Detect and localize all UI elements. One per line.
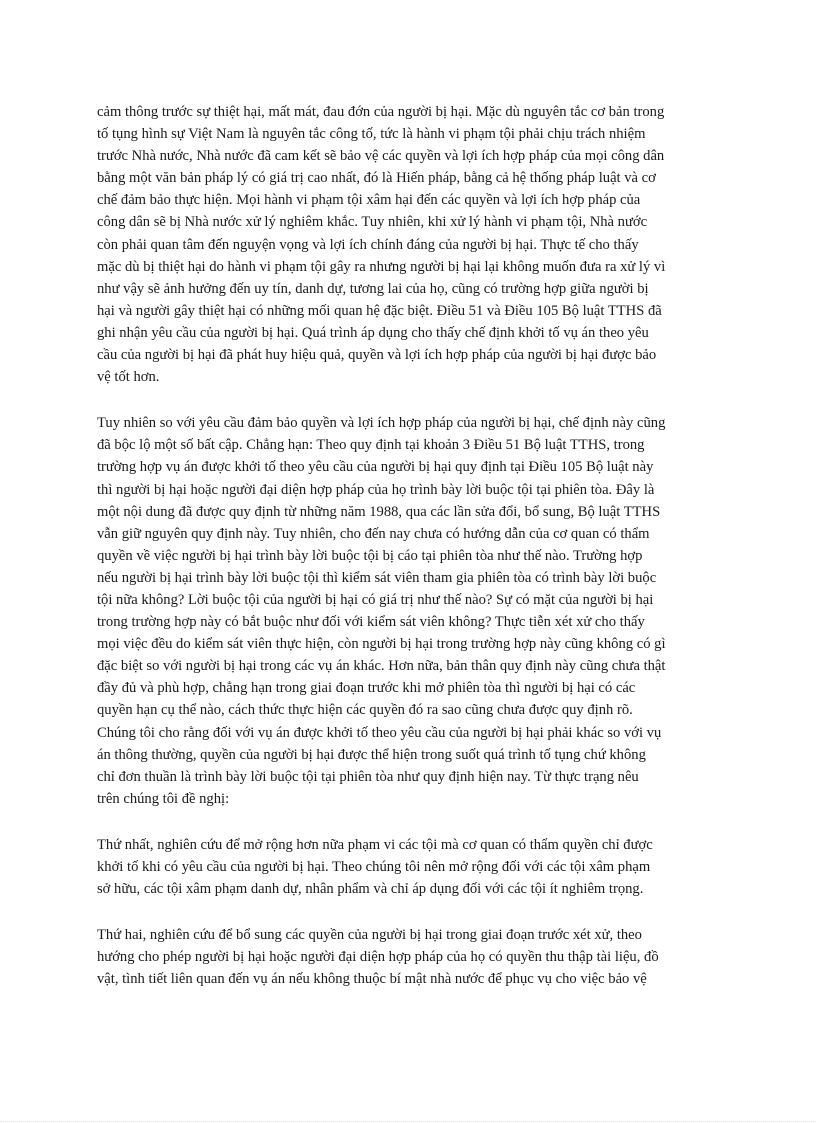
text-line: Tuy nhiên so với yêu cầu đảm bảo quyền và lợi ích hợp pháp của người bị hại, chế định này cũng	[97, 415, 666, 432]
text-line: chỉ đơn thuần là trình bày lời buộc tội tại phiên tòa như quy định hiện nay. Từ thực trạng nêu	[97, 768, 639, 785]
paragraph-4	[97, 924, 737, 990]
text-line: còn phải quan tâm đến nguyện vọng và lợi ích chính đáng của người bị hại. Thực tế cho thấy	[97, 236, 639, 253]
text-line: cầu của người bị hại đã phát huy hiệu quả, quyền và lợi ích hợp pháp của người bị hại được bảo	[97, 347, 657, 364]
text-line: trước Nhà nước, Nhà nước đã cam kết sẽ bảo vệ các quyền và lợi ích hợp pháp của mọi công dân	[97, 148, 665, 165]
paragraph-2	[97, 412, 737, 810]
text-line: như vậy sẽ ảnh hưởng đến uy tín, danh dự, tương lai của họ, cũng có trường hợp giữa người bị	[97, 280, 649, 297]
text-line: đã bộc lộ một số bất cập. Chẳng hạn: Theo quy định tại khoản 3 Điều 51 Bộ luật TTHS, trong	[97, 437, 645, 454]
text-line: mọi việc đều do kiểm sát viên thực hiện, còn người bị hại trong trường hợp này cũng không có gì	[97, 636, 666, 653]
text-line: vẫn giữ nguyên quy định này. Tuy nhiên, cho đến nay chưa có hướng dẫn của cơ quan có thẩm	[97, 525, 650, 542]
text-line: trường hợp vụ án được khởi tố theo yêu cầu của người bị hại quy định tại Điều 105 Bộ luật này	[97, 459, 654, 476]
text-line: án thông thường, quyền của người bị hại được thể hiện trong suốt quá trình tố tụng chứ không	[97, 746, 646, 763]
text-line: quyền về việc người bị hại trình bày lời buộc tội bị cáo tại phiên tòa như thế nào. Trường hợp	[97, 547, 643, 564]
text-line: bằng một văn bản pháp lý có giá trị cao nhất, đó là Hiến pháp, bằng cả hệ thống pháp luật và cơ	[97, 170, 656, 187]
text-line: tội nữa không? Lời buộc tội của người bị hại có giá trị như thế nào? Sự có mặt của người bị hại	[97, 591, 654, 608]
text-line: hại và người gây thiệt hại có những mối quan hệ đặc biệt. Điều 51 và Điều 105 Bộ luật TTHS đã	[97, 302, 662, 319]
text-line: quyền hạn cụ thể nào, cách thức thực hiện các quyền đó ra sao cũng chưa được quy định rõ.	[97, 702, 633, 719]
text-line: thì người bị hại hoặc người đại diện hợp pháp của họ trình bày lời buộc tội tại phiên tòa. Đây là	[97, 481, 655, 498]
text-line: khởi tố khi có yêu cầu của người bị hại. Theo chúng tôi nên mở rộng đối với các tội xâm phạm	[97, 859, 651, 875]
text-line: tố tụng hình sự Việt Nam là nguyên tắc công tố, tức là hành vi phạm tội phải chịu trách nhiệm	[97, 126, 646, 143]
text-line: vệ tốt hơn.	[97, 369, 160, 386]
page-bottom-border	[0, 1121, 816, 1122]
text-line: vật, tình tiết liên quan đến vụ án nếu không thuộc bí mật nhà nước để phục vụ cho việc bảo vệ	[97, 971, 647, 988]
paragraph-3	[97, 834, 737, 900]
text-line: Chúng tôi cho rằng đối với vụ án được khởi tố theo yêu cầu của người bị hại phải khác so với vụ	[97, 724, 662, 741]
text-line: đầy đủ và phù hợp, chẳng hạn trong giai đoạn trước khi mở phiên tòa thì người bị hại có các	[97, 680, 636, 697]
text-line: chế đảm bảo thực hiện. Mọi hành vi phạm tội xâm hại đến các quyền và lợi ích hợp pháp của	[97, 192, 641, 209]
paragraph-1	[97, 101, 737, 388]
text-line: hướng cho phép người bị hại hoặc người đại diện hợp pháp của họ có quyền thu thập tài liệu, đồ	[97, 949, 659, 966]
text-line: mặc dù bị thiệt hại do hành vi phạm tội gây ra nhưng người bị hại lại không muốn đưa ra xử lý vì	[97, 258, 666, 275]
document-body	[97, 101, 737, 1014]
text-line: cảm thông trước sự thiệt hại, mất mát, đau đớn của người bị hại. Mặc dù nguyên tắc cơ bản trong	[97, 104, 665, 120]
text-line: ghi nhận yêu cầu của người bị hại. Quá trình áp dụng cho thấy chế định khởi tố vụ án theo yêu	[97, 324, 649, 341]
text-line: Thứ nhất, nghiên cứu để mở rộng hơn nữa phạm vi các tội mà cơ quan có thẩm quyền chỉ được	[97, 836, 653, 853]
text-line: Thứ hai, nghiên cứu để bổ sung các quyền của người bị hại trong giai đoạn trước xét xử, theo	[97, 927, 642, 944]
text-line: đặc biệt so với người bị hại trong các vụ án khác. Hơn nữa, bản thân quy định này cũng chưa thật	[97, 658, 666, 675]
text-line: một nội dung đã được quy định từ những năm 1988, qua các lần sửa đổi, bổ sung, Bộ luật TTHS	[97, 503, 661, 520]
text-line: trong trường hợp này có bắt buộc như đối với kiểm sát viên không? Thực tiễn xét xử cho thấy	[97, 614, 645, 631]
text-line: nếu người bị hại trình bày lời buộc tội thì kiểm sát viên tham gia phiên tòa có trình bày lời buộc	[97, 569, 657, 586]
text-line: sở hữu, các tội xâm phạm danh dự, nhân phẩm và chỉ áp dụng đối với các tội ít nghiêm trọng.	[97, 881, 644, 898]
text-line: trên chúng tôi đề nghị:	[97, 790, 230, 807]
text-line: công dân sẽ bị Nhà nước xử lý nghiêm khắc. Tuy nhiên, khi xử lý hành vi phạm tội, Nhà nước	[97, 214, 648, 231]
